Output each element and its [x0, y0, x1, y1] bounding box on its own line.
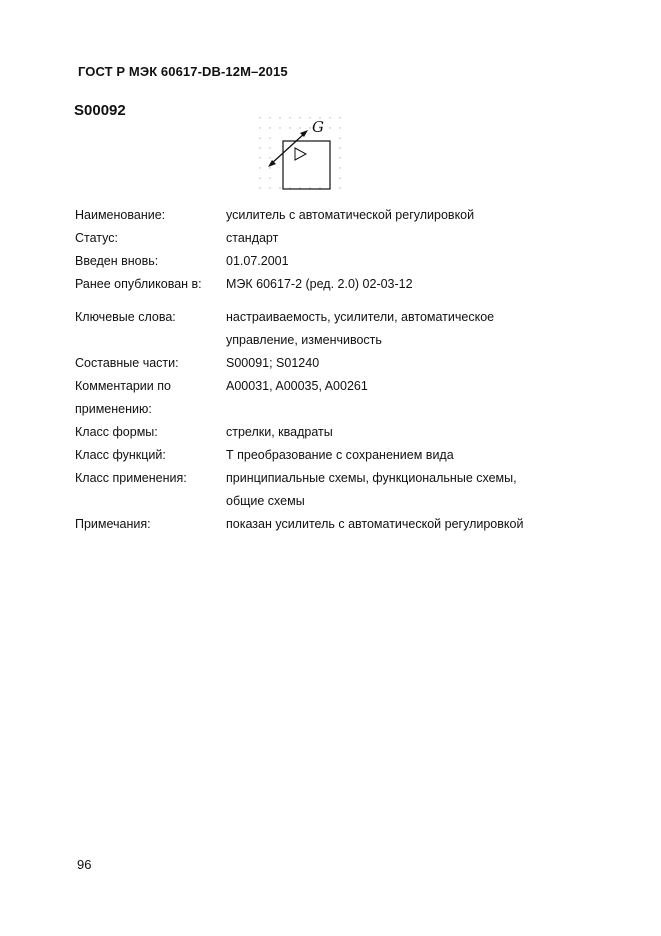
symbol-code: S00092	[74, 102, 126, 119]
attribute-label: Ранее опубликован в:	[75, 277, 202, 291]
value-line: стандарт	[226, 231, 279, 245]
attribute-label: Ключевые слова:	[75, 310, 176, 324]
attribute-row-introduced	[75, 250, 635, 273]
page-number: 96	[77, 857, 92, 872]
attribute-row-status	[75, 227, 635, 250]
attribute-value	[226, 306, 635, 352]
attribute-row-keywords	[75, 306, 635, 352]
attribute-label: Класс применения:	[75, 471, 187, 485]
attribute-label: Класс формы:	[75, 425, 158, 439]
attribute-row-name	[75, 204, 635, 227]
attribute-value	[226, 467, 635, 513]
attribute-value	[226, 444, 635, 467]
document-header: ГОСТ Р МЭК 60617-DB-12M–2015	[78, 64, 288, 79]
value-line: стрелки, квадраты	[226, 425, 333, 439]
value-line: управление, изменчивость	[226, 333, 382, 347]
value-line: усилитель с автоматической регулировкой	[226, 208, 475, 222]
attribute-row-shape-class	[75, 421, 635, 444]
value-line: Т преобразование с сохранением вида	[226, 448, 454, 462]
value-line: МЭК 60617-2 (ред. 2.0) 02-03-12	[226, 277, 413, 291]
attribute-value	[226, 250, 635, 273]
amplifier-box	[283, 141, 330, 189]
attribute-value	[226, 227, 635, 250]
label-line: Комментарии по	[75, 379, 171, 393]
value-line: принципиальные схемы, функциональные схемы,	[226, 471, 517, 485]
value-line: показан усилитель с автоматической регулировкой	[226, 517, 524, 531]
attribute-label: Введен вновь:	[75, 254, 159, 268]
amplifier-triangle	[295, 148, 306, 160]
attributes-table	[75, 204, 635, 536]
attribute-label	[75, 375, 226, 421]
amplifier-symbol-icon	[252, 112, 352, 196]
attribute-value	[226, 352, 635, 375]
attribute-value	[226, 375, 635, 421]
attribute-row-remarks	[75, 513, 635, 536]
attribute-value	[226, 513, 635, 536]
attribute-row-application-notes	[75, 375, 635, 421]
value-line: A00031, A00035, A00261	[226, 379, 368, 393]
attribute-value	[226, 273, 635, 296]
attribute-label: Статус:	[75, 231, 118, 245]
symbol-letter: G	[312, 118, 324, 136]
value-line: 01.07.2001	[226, 254, 289, 268]
grid-dots	[259, 117, 340, 188]
attribute-label: Класс функций:	[75, 448, 166, 462]
attribute-label: Составные части:	[75, 356, 179, 370]
value-line: общие схемы	[226, 494, 305, 508]
attribute-row-published	[75, 273, 635, 296]
attribute-label: Наименование:	[75, 208, 166, 222]
attribute-row-function-class	[75, 444, 635, 467]
attribute-value	[226, 204, 635, 227]
label-line: применению:	[75, 402, 152, 416]
attribute-value	[226, 421, 635, 444]
value-line: S00091; S01240	[226, 356, 320, 370]
attribute-row-application-class	[75, 467, 635, 513]
attribute-row-components	[75, 352, 635, 375]
value-line: настраиваемость, усилители, автоматическое	[226, 310, 495, 324]
attribute-label: Примечания:	[75, 517, 151, 531]
adjustment-arrow-line	[271, 133, 305, 164]
